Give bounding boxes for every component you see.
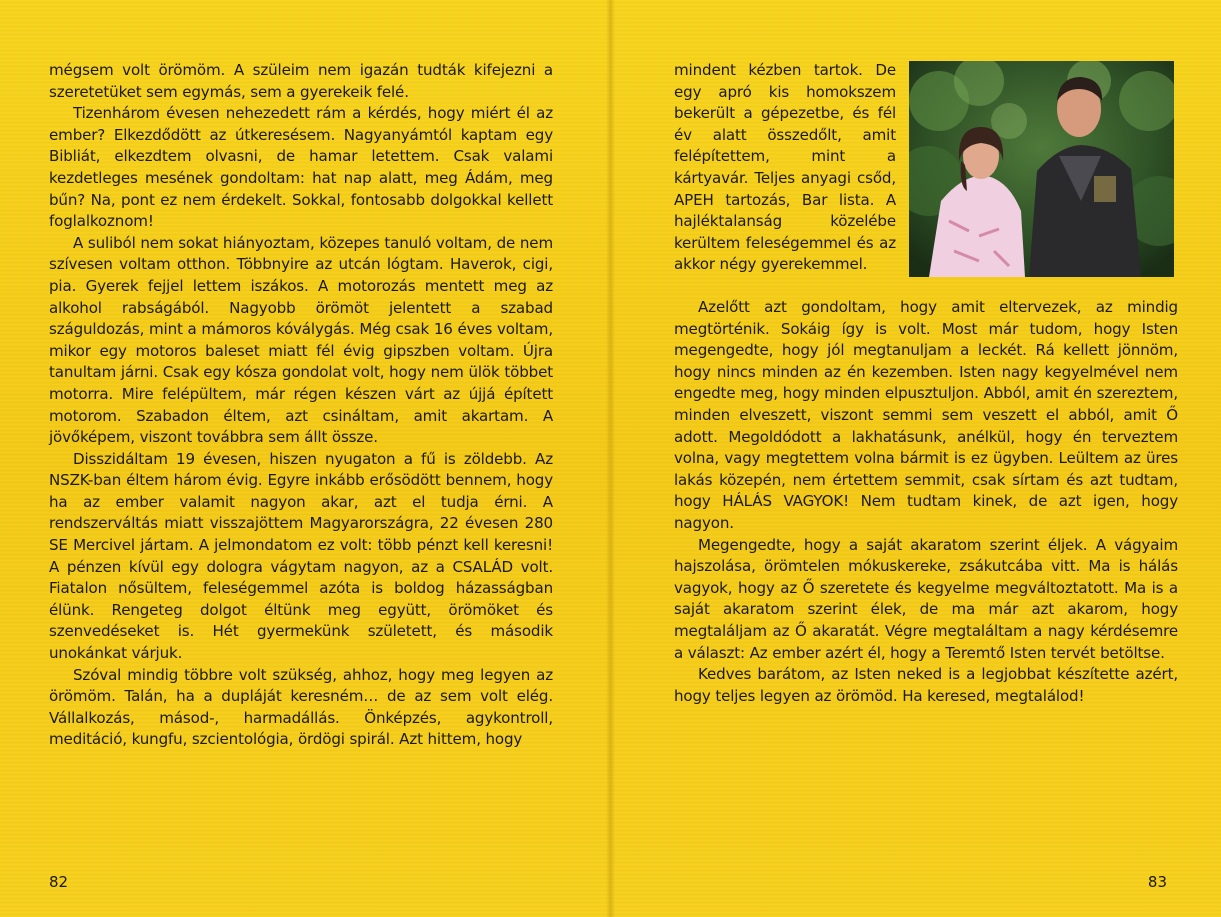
paragraph: A suliból nem sokat hiányoztam, közepes tanuló voltam, de nem szívesen voltam otthon. Többnyire az utcán lógtam. Haverok, cigi, pia. Gyerek fejjel lettem iszákos. A motorozás mentett meg az alkohol rabságából. Nagyobb örömöt jelentett a szabad száguldozás, mint a mámoros kóválygás. Még csak 16 éves voltam, mikor egy motoros baleset miatt fél évig gipszben voltam. Újra tanultam járni. Csak egy kósza gondolat volt, hogy nem ülök többet motorra. Mire felépültem, már régen készen várt az újjá épített motorom. Szabadon éltem, azt csináltam, amit akartam. A jövőképem, viszont továbbra sem állt össze. — [49, 233, 553, 447]
right-page — [611, 0, 1221, 917]
couple-photo — [909, 61, 1174, 277]
paragraph: Tizenhárom évesen nehezedett rám a kérdés, hogy miért él az ember? Elkezdődött az útkeresésem. Nagyanyámtól kaptam egy Bibliát, elkezdtem olvasni, de hamar letettem. Csak valami kezdetleges mesének gondoltam: hat nap alatt, meg Ádám, meg bűn? Na, pont ez nem érdekelt. Sokkal, fontosabb dolgokkal kellett foglalkoznom! — [49, 104, 553, 231]
photo-image — [909, 61, 1174, 277]
right-page-text — [674, 297, 1178, 707]
paragraph: mégsem volt örömöm. A szüleim nem igazán tudták kifejezni a szeretetüket sem egymás, sem a gyerekeik felé. — [49, 61, 553, 101]
left-page-text — [49, 60, 553, 751]
left-page — [0, 0, 610, 917]
page-number-right: 83 — [1147, 873, 1167, 891]
book-gutter — [606, 0, 615, 917]
paragraph: Azelőtt azt gondoltam, hogy amit eltervezek, az mindig megtörténik. Sokáig így is volt. Most már tudom, hogy Isten megengedte, hogy jól megtanuljam a leckét. Rá kellett jönnöm, hogy nincs minden az én kezemben. Isten nagy kegyelmével nem engedte meg, hogy minden elpusztuljon. Abból, amit én szereztem, minden elveszett, viszont semmi sem veszett el abból, amit Ő adott. Megoldódott a lakhatásunk, anélkül, hogy én terveztem volna, vagy megtettem volna bármit is ez ügyben. Leültem az üres lakás közepén, nem értettem semmit, csak sírtam és azt tudtam, hogy HÁLÁS VAGYOK! Nem tudtam kinek, de azt igen, hogy nagyon. — [674, 298, 1178, 532]
right-page-wrap-text — [674, 60, 896, 276]
paragraph: Kedves barátom, az Isten neked is a legjobbat készítette azért, hogy teljes legyen az örömöd. Ha keresed, megtalálod! — [674, 665, 1178, 705]
paragraph: Szóval mindig többre volt szükség, ahhoz, hogy meg legyen az örömöm. Talán, ha a dupláját keresném… de az sem volt elég. Vállalkozás, másod-, harmadállás. Önképzés, agykontroll, meditáció, kungfu, szcientológia, ördögi spirál. Azt hittem, hogy — [49, 665, 553, 749]
paragraph: mindent kézben tartok. De egy apró kis homokszem bekerült a gépezetbe, és fél év alatt összedőlt, amit felépítettem, mint a kártyavár. Teljes anyagi csőd, APEH tartozás, Bar lista. A hajléktalanság közelébe kerültem feleségemmel és az akkor négy gyerekemmel. — [674, 61, 896, 274]
page-number-left: 82 — [49, 873, 69, 891]
paragraph: Disszidáltam 19 évesen, hiszen nyugaton a fű is zöldebb. Az NSZK-ban éltem három évig. Egyre inkább erősödött bennem, hogy ha az ember valamit nagyon akar, azt el tudja érni. A rendszerváltás miatt visszajöttem Magyarországra, 22 évesen 280 SE Mercivel jártam. A jelmondatom ez volt: több pénzt kell keresni! A pénzen kívül egy dologra vágytam nagyon, az a CSALÁD volt. Fiatalon nősültem, feleségemmel azóta is boldog házasságban élünk. Rengeteg dolgot éltünk meg együtt, örömöket és szenvedéseket is. Hét gyermekünk született, és második unokánkat várjuk. — [49, 449, 553, 663]
paragraph: Megengedte, hogy a saját akaratom szerint éljek. A vágyaim hajszolása, örömtelen mókuskereke, zsákutcába vitt. Ma is hálás vagyok, hogy az Ő szeretete és kegyelme megváltoztatott. Ma is a saját akaratom szerint élek, de ma már azt akarom, hogy megtaláljam az Ő akaratát. Végre megtaláltam a nagy kérdésemre a választ: Az ember azért él, hogy a Teremtő Isten tervét betöltse. — [674, 535, 1178, 662]
